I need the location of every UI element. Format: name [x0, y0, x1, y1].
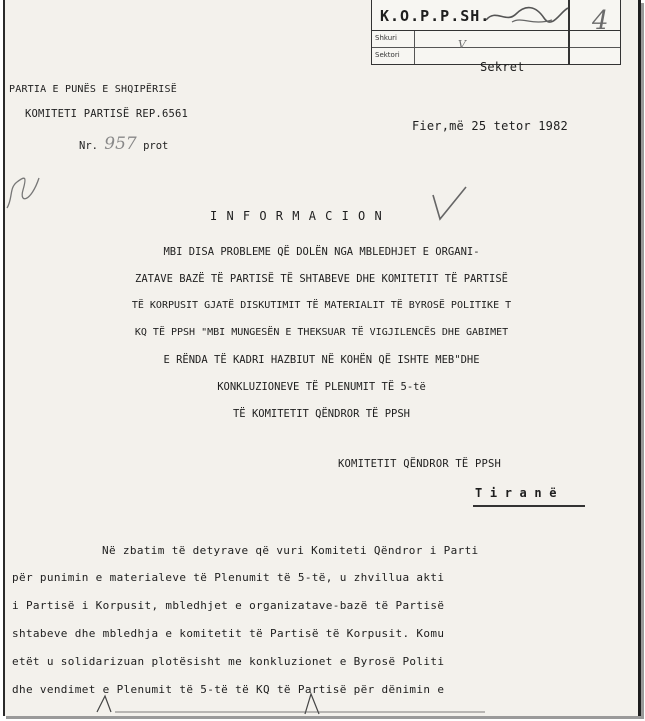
margin-handwriting: [5, 168, 45, 218]
registration-stamp: [371, 0, 621, 65]
letterhead-line-2: KOMITETI PARTISË REP.6561: [25, 108, 189, 120]
addressee-underline: [473, 505, 585, 507]
subtitle-line: ZATAVE BAZË TË PARTISË TË SHTABEVE DHE KOMITETIT TË PARTISË: [135, 273, 508, 285]
stamp-handwritten-mark: V: [458, 38, 466, 51]
stamp-row-shkuri: [372, 31, 620, 48]
body-line: i Partisë i Korpusit, mbledhjet e organizatave-bazë të Partisë: [12, 599, 445, 612]
classification-label: Sekret: [480, 60, 525, 74]
protocol-handwritten-number: 957: [104, 134, 137, 154]
stamp-signature-scribble: [482, 2, 572, 28]
protocol-prefix: Nr.: [79, 140, 98, 152]
pen-underline-marks: [95, 690, 495, 716]
subtitle-line: KONKLUZIONEVE TË PLENUMIT TË 5-të: [217, 381, 426, 393]
body-line: dhe vendimet e Plenumit të 5-të të KQ të Partisë për dënimin e: [12, 683, 445, 696]
checkmark-annotation: [430, 183, 470, 223]
protocol-suffix: prot: [143, 140, 169, 152]
body-line: Në zbatim të detyrave që vuri Komiteti Qëndror i Parti: [102, 544, 479, 557]
document-page: [3, 0, 641, 716]
stamp-divider: [414, 31, 415, 64]
stamp-label-shkuri: Shkuri: [375, 34, 397, 42]
stamp-code: K.O.P.P.SH.: [380, 7, 491, 25]
subtitle-line: TË KORPUSIT GJATË DISKUTIMIT TË MATERIALIT TË BYROSË POLITIKE T: [131, 300, 512, 311]
subtitle-line: MBI DISA PROBLEME QË DOLËN NGA MBLEDHJET E ORGANI-: [163, 246, 480, 258]
protocol-number: [79, 134, 168, 154]
letterhead-line-1: PARTIA E PUNËS E SHQIPËRISË: [9, 84, 177, 95]
subtitle-line: TË KOMITETIT QËNDROR TË PPSH: [232, 408, 410, 420]
stamp-handwritten-number: 4: [592, 6, 609, 36]
body-line: shtabeve dhe mbledhja e komitetit të Partisë të Korpusit. Komu: [12, 627, 445, 640]
addressee-line-1: KOMITETIT QËNDROR TË PPSH: [338, 458, 502, 470]
subtitle-line: E RËNDA TË KADRI HAZBIUT NË KOHËN QË ISHTE MEB"DHE: [163, 354, 480, 366]
subtitle-line: KQ TË PPSH "MBI MUNGESËN E THEKSUAR TË VIGJILENCËS DHE GABIMET: [134, 327, 509, 338]
addressee-line-2: T i r a n ë: [475, 486, 557, 500]
document-title: I N F O R M A C I O N: [210, 209, 383, 223]
stamp-label-sektori: Sektori: [375, 51, 400, 59]
body-line: etët u solidarizuan plotësisht me konkluzionet e Byrosë Politi: [12, 655, 445, 668]
body-line: për punimin e materialeve të Plenumit të 5-të, u zhvillua akti: [12, 571, 445, 584]
place-date: Fier,më 25 tetor 1982: [412, 119, 568, 133]
